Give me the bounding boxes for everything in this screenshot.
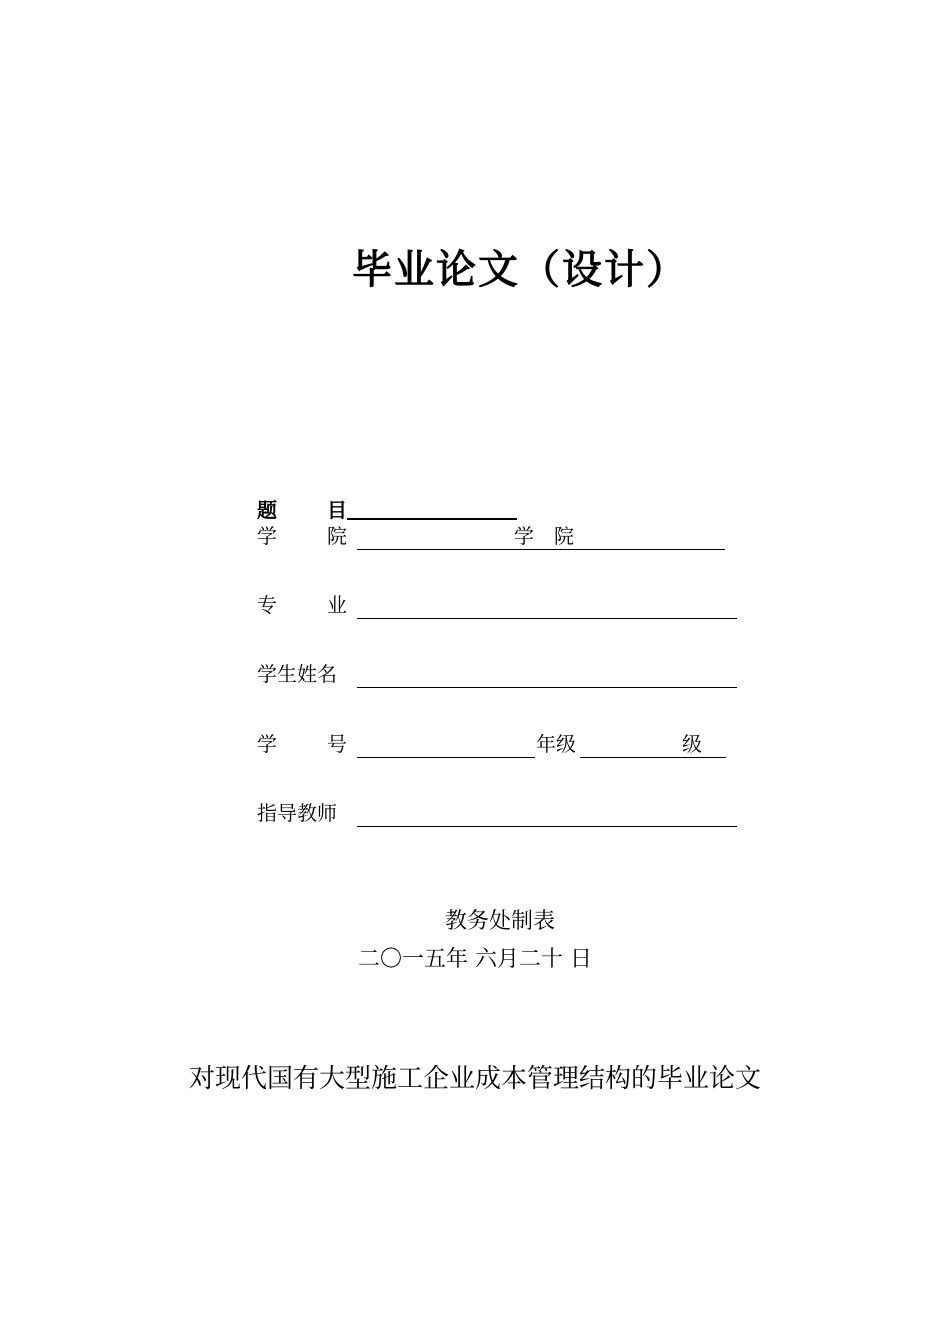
student-name-label: 学生姓名 [257,662,337,686]
grade-field[interactable] [580,757,726,758]
college-value: 学 院 [514,524,574,548]
advisor-field[interactable] [357,826,737,827]
college-label-char-2: 院 [327,524,347,548]
major-label [257,589,347,621]
student-name-field[interactable] [357,687,737,688]
student-id-row [257,728,747,760]
student-id-label-char-2: 号 [327,732,347,756]
major-row [257,589,747,621]
major-label-char-1: 专 [257,593,277,617]
grade-suffix: 级 [682,732,702,756]
issuer-text: 教务处制表 [444,909,555,934]
college-label [257,520,347,552]
student-id-label-char-1: 学 [257,732,277,756]
major-field[interactable] [357,618,737,619]
student-name-row [257,658,747,690]
student-id-label [257,728,347,760]
date-text: 二〇一五年 六月二十 日 [358,947,592,972]
college-label-char-1: 学 [257,524,277,548]
advisor-row [257,797,747,829]
topic-label-char-1: 题 [257,498,277,522]
major-label-char-2: 业 [327,593,347,617]
page-title: 毕业论文（设计） [352,246,688,293]
grade-label: 年级 [536,732,576,756]
college-row [257,520,747,552]
student-id-field[interactable] [357,757,535,758]
topic-label-char-2: 目 [327,498,347,522]
document-title: 对现代国有大型施工企业成本管理结构的毕业论文 [188,1064,761,1094]
advisor-label: 指导教师 [257,801,337,825]
